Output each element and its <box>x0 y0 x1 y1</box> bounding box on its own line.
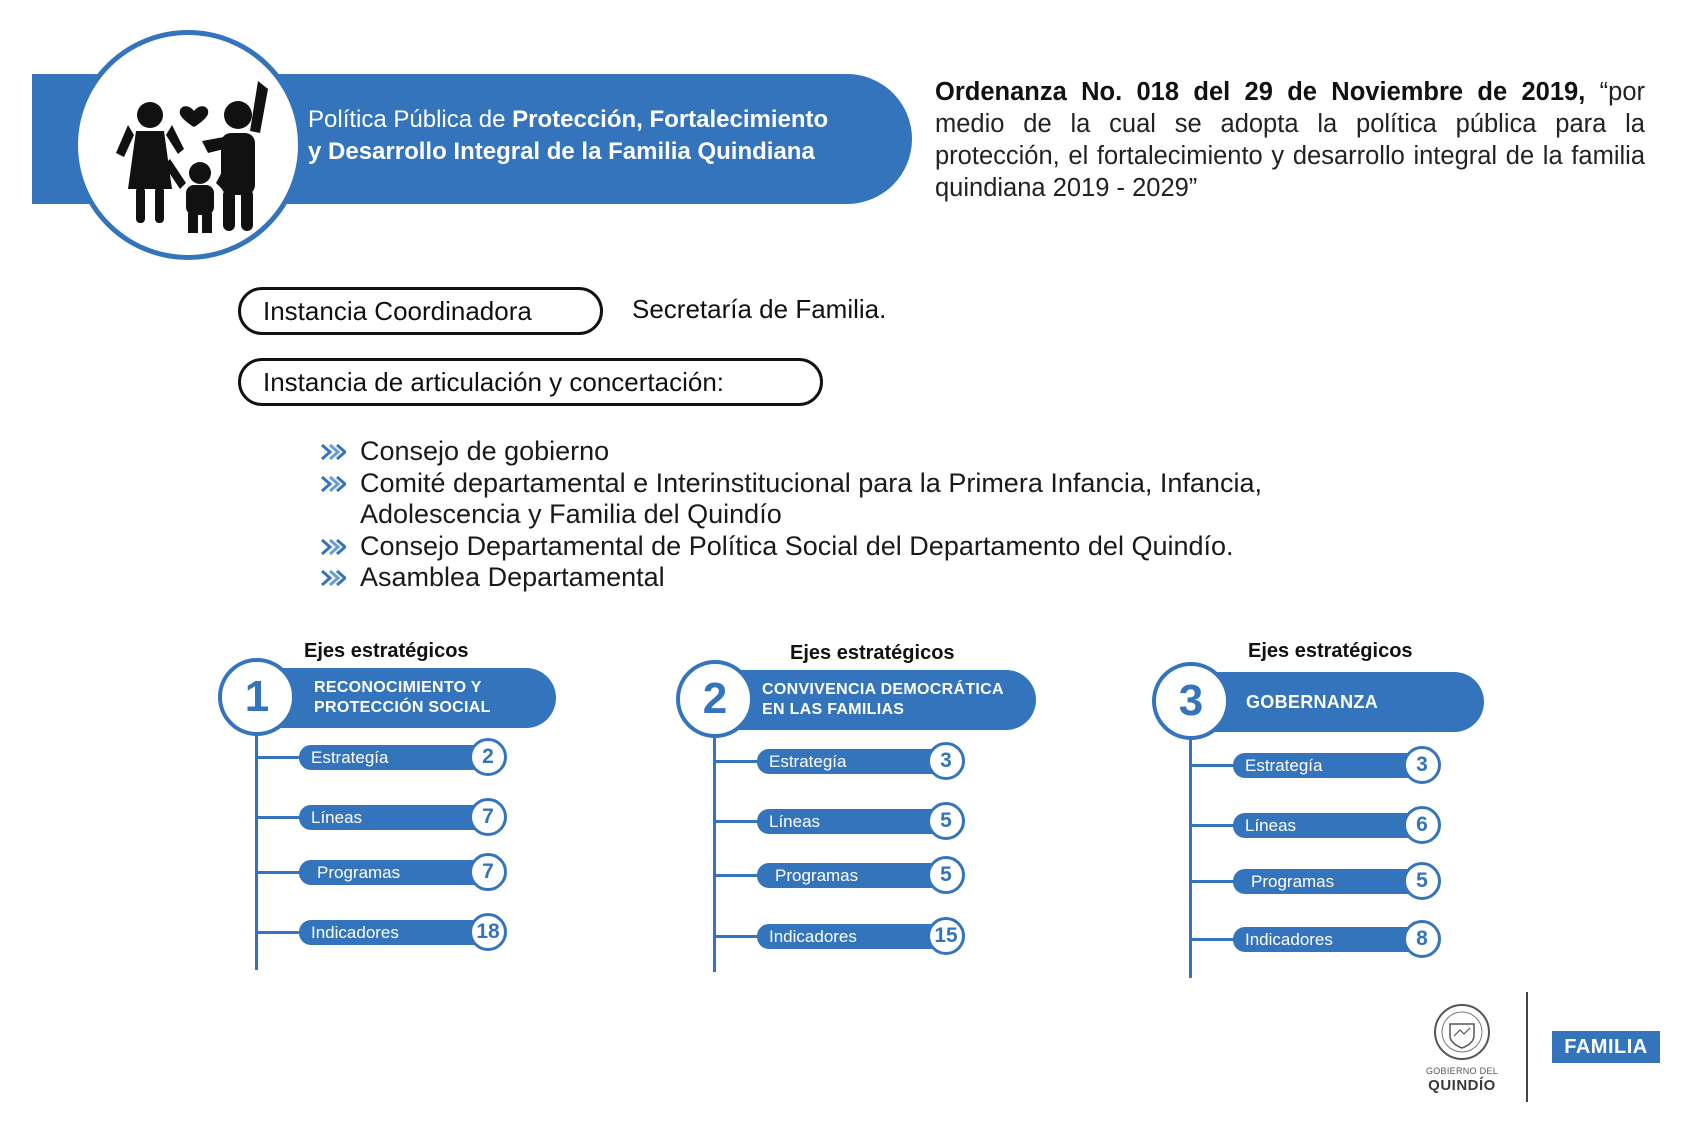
list-item: Comité departamental e Interinstitucional para la Primera Infancia, Infancia, Adolescencia y Familia del Quindío <box>318 468 1378 531</box>
familia-tag: FAMILIA <box>1552 1031 1660 1063</box>
axis-heading: Ejes estratégicos <box>1248 640 1413 662</box>
axis-heading: Ejes estratégicos <box>304 640 469 662</box>
strategic-axis-3: Ejes estratégicos GOBERNANZA 3 Estrategía 3 Líneas 6 Programas 5 Indicadores 8 <box>1152 640 1492 970</box>
articulation-instance-label: Instancia de articulación y concertación: <box>238 358 823 406</box>
strategic-axis-1: Ejes estratégicos RECONOCIMIENTO Y PROTECCIÓN SOCIAL 1 Estrategía 2 Líneas 7 Programas 7 Indicadores 18 <box>218 640 558 970</box>
ordinance-text: Ordenanza No. 018 del 29 de Noviembre de 2019, “por medio de la cual se adopta la política pública para la protección, el fortalecimiento y desarrollo integral de la familia quindiana 2019 - 2029” <box>935 78 1645 202</box>
double-chevron-icon <box>320 443 346 461</box>
axis-name: CONVIVENCIA DEMOCRÁTICA EN LAS FAMILIAS <box>712 670 1036 730</box>
list-item: Consejo de gobierno <box>318 436 1378 468</box>
double-chevron-icon <box>320 538 346 556</box>
family-icon <box>98 53 278 233</box>
coordinating-instance-value: Secretaría de Familia. <box>632 294 887 324</box>
quindio-seal-icon <box>1432 1002 1492 1062</box>
family-icon-circle <box>73 30 303 260</box>
coordinating-instance-label: Instancia Coordinadora <box>238 287 603 335</box>
government-label: GOBIERNO DEL <box>1425 1066 1499 1076</box>
government-name: QUINDÍO <box>1428 1077 1496 1094</box>
double-chevron-icon <box>320 475 346 493</box>
policy-title: Política Pública de Protección, Fortalecimiento y Desarrollo Integral de la Familia Quindiana <box>308 106 829 165</box>
axis-number: 3 <box>1152 662 1230 740</box>
footer-divider <box>1526 992 1528 1102</box>
axis-connector <box>1189 740 1192 978</box>
axis-connector <box>255 736 258 970</box>
axis-number: 1 <box>218 658 296 736</box>
axis-heading: Ejes estratégicos <box>790 642 955 664</box>
axis-number: 2 <box>676 660 754 738</box>
axis-name: RECONOCIMIENTO Y PROTECCIÓN SOCIAL <box>254 668 556 728</box>
articulation-list <box>318 436 1378 594</box>
list-item: Asamblea Departamental <box>318 562 1378 594</box>
axis-name: GOBERNANZA <box>1188 672 1484 732</box>
strategic-axis-2: Ejes estratégicos CONVIVENCIA DEMOCRÁTICA EN LAS FAMILIAS 2 Estrategía 3 Líneas 5 Programas 5 Indicadores 15 <box>676 642 1046 972</box>
double-chevron-icon <box>320 569 346 587</box>
list-item: Consejo Departamental de Política Social del Departamento del Quindío. <box>318 531 1378 563</box>
